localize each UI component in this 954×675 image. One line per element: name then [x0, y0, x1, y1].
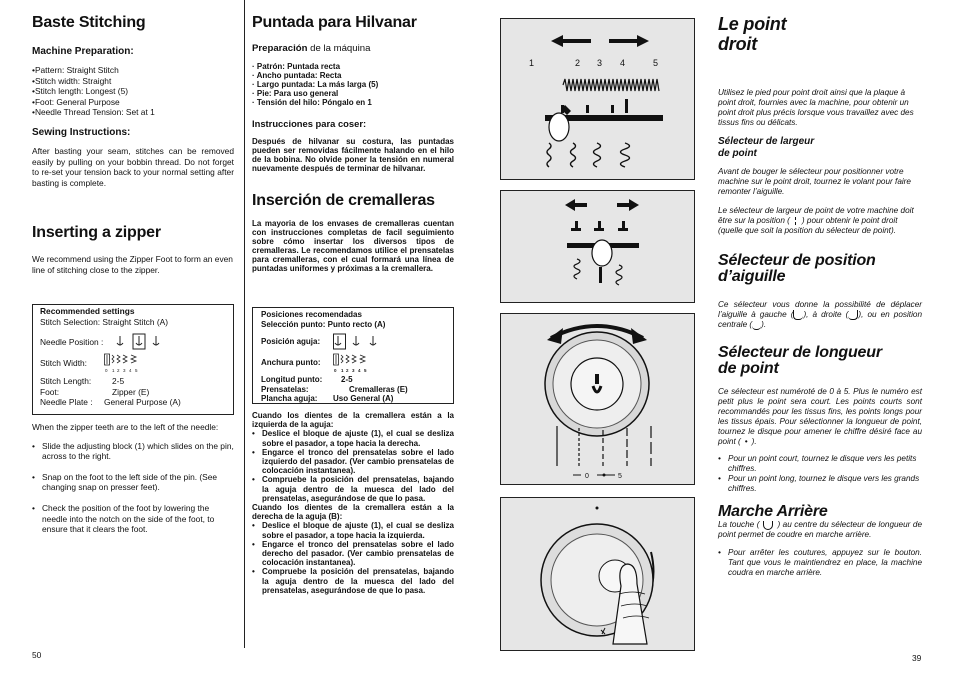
- izquierda-list: [252, 429, 454, 503]
- list-item: • Compruebe la posición del prensatelas, bajando la aguja dentro de la muesca del lado del prensatelas, asegurándose de que lo pasa.: [252, 567, 454, 595]
- preparacion-heading: Preparación de la máquina: [252, 43, 371, 54]
- length-scale-label: 5: [618, 473, 622, 480]
- needle-position-text: Ce sélecteur vous donne la possibilité de déplacer l’aiguille à gauche ( ), à droite ( ), ou en position centrale ( ).: [718, 300, 922, 330]
- needle-plate-label: Needle Plate :: [40, 397, 93, 408]
- foot-value: Zipper (E): [112, 386, 150, 397]
- derecha-list: [252, 521, 454, 595]
- stitch-selection: Stitch Selection: Straight Stitch (A): [40, 316, 169, 327]
- stitch-length-illustration: [501, 314, 694, 484]
- recommended-settings-box: [32, 304, 234, 415]
- section-title-point-droit: Le point droit: [718, 14, 787, 54]
- list-item: • Slide the adjusting block (1) which slides on the pin, across to the right.: [32, 441, 234, 462]
- seleccion-punto: Selección punto: Punto recto (A): [261, 319, 386, 329]
- width-number: 1: [529, 58, 535, 68]
- section-title-cremalleras: Inserción de cremalleras: [252, 192, 435, 209]
- length-scale-label: 0: [585, 473, 589, 480]
- column-point-droit-french: [718, 14, 922, 578]
- machine-prep-list: [32, 65, 234, 118]
- stitch-length-list: [718, 454, 922, 494]
- needle-center-icon: [752, 320, 761, 330]
- width-number: 3: [597, 58, 603, 68]
- plancha-aguja-label: Plancha aguja:: [261, 394, 318, 403]
- section-title-zipper: Inserting a zipper: [32, 224, 161, 242]
- longitud-punto-value: 2-5: [341, 375, 353, 384]
- stitch-width-label: Stitch Width:: [40, 357, 88, 368]
- list-item: • Deslice el bloque de ajuste (1), el cual se desliza sobre el pasador, a tope hacia la derecha.: [252, 429, 454, 447]
- list-item: • Needle Thread Tension: Set at 1: [32, 107, 234, 118]
- list-item: • Stitch length: Longest (5): [32, 86, 234, 97]
- posicion-aguja-label: Posición aguja:: [261, 336, 321, 346]
- derecha-heading: Cuando los dientes de la cremallera están a la derecha de la aguja (B):: [252, 503, 454, 522]
- dot-icon: •: [744, 437, 748, 447]
- stitch-width-scale-icon: [333, 353, 373, 373]
- needle-plate-value: General Purpose (A): [104, 397, 181, 408]
- prensatelas-label: Prensatelas:: [261, 384, 309, 394]
- needle-right-icon: [848, 310, 858, 320]
- width-number: 5: [653, 58, 659, 68]
- width-selector-text-1: Avant de bouger le sélecteur pour positionner votre machine sur le point droit, tournez le volant pour faire remonter l’aiguille.: [718, 167, 911, 196]
- list-item: · Patrón: Puntada recta: [252, 62, 341, 71]
- zipper-left-text: When the zipper teeth are to the left of the needle:: [32, 422, 219, 432]
- list-item: · Pie: Para uso general: [252, 89, 339, 98]
- width-selector-heading: Sélecteur de largeur de point: [718, 136, 815, 159]
- list-item: • Pour un point long, tournez le disque vers les grands chiffres.: [718, 474, 922, 494]
- section-title-reverse: Marche Arrière: [718, 503, 828, 521]
- list-item: • Pour un point court, tournez le disque vers les petits chiffres.: [718, 454, 922, 474]
- list-item: · Ancho puntada: Recta: [252, 71, 342, 80]
- page-number-right: 39: [912, 653, 922, 663]
- box-heading: Recommended settings: [40, 306, 135, 316]
- list-item: · Largo puntada: La más larga (5): [252, 80, 379, 89]
- stitch-length-text: Ce sélecteur est numéroté de 0 à 5. Plus le numéro est petit plus le point sera court. Les points courts sont recommandés pour les tissus fins, les points longs pour les tissus épais. Pour sélectionner la longueur de point, tournez le disque pour amener le chiffre désiré face au point ( • ).: [718, 387, 922, 447]
- zipper-steps-list: [32, 441, 234, 535]
- scale-label: 1: [112, 368, 115, 374]
- column-baste-english: [32, 14, 234, 276]
- reverse-list: [718, 548, 922, 578]
- stitch-length-label: Stitch Length:: [40, 376, 92, 387]
- prensatelas-value: Cremalleras (E): [349, 384, 408, 394]
- izquierda-heading: Cuando los dientes de la cremallera están a la izquierda de la aguja:: [252, 411, 454, 430]
- stitch-length-value: 2-5: [112, 376, 125, 387]
- page-divider: [244, 0, 245, 648]
- needle-left-icon: [793, 310, 803, 320]
- needle-position-illustration: [501, 191, 694, 302]
- cremalleras-intro: La mayoria de los envases de cremalleras cuentan con instrucciones completas de facil seguimiento sobre cómo insertar los diversos tipos de cremalleras. Le recomendamos utilice el prensatelas para cremalleras, con el cual formará una línea de puntadas uniformes y próximas a la cremallera.: [252, 219, 454, 273]
- width-number: 4: [620, 58, 626, 68]
- list-item: • Pour arrêter les coutures, appuyez sur le bouton. Tant que vous le maintiendrez en place, la machine coudra en marche arrière.: [718, 548, 922, 578]
- point-droit-intro: Utilisez le pied pour point droit ainsi que la plaque à point droit, fournies avec la machine, pour obtenir un point droit plus précis lorsque vous travaillez avec des tissus fins ou délicats.: [718, 88, 914, 127]
- list-item: • Check the position of the foot by lowering the needle into the notch on the side of the foot, to ensure that it clears the foot.: [32, 503, 234, 535]
- machine-prep-heading: Machine Preparation:: [32, 46, 134, 57]
- posiciones-recomendadas-box: [252, 307, 454, 404]
- box-heading: Posiciones recomendadas: [261, 310, 362, 319]
- width-number: 2: [575, 58, 581, 68]
- scale-label: 2: [346, 368, 349, 373]
- sewing-instructions-text: After basting your seam, stitches can be removed easily by pulling on your bobbin thread. Do not forget to re-set your tension back to your normal setting after basting is complete.: [32, 145, 234, 188]
- foot-label: Foot:: [40, 386, 60, 397]
- stitch-width-illustration: [501, 19, 694, 179]
- needle-position-icons: [333, 333, 381, 351]
- list-item: • Foot: General Purpose: [32, 97, 234, 108]
- scale-label: 0: [105, 368, 108, 374]
- reverse-u-icon: [763, 521, 773, 530]
- section-title-needle-position: Sélecteur de position d’aiguille: [718, 252, 876, 285]
- list-item: • Snap on the foot to the left side of the pin. (See changing snap on presser feet).: [32, 472, 234, 493]
- list-item: • Pattern: Straight Stitch: [32, 65, 234, 76]
- straight-stitch-icon: [795, 217, 797, 225]
- needle-position-icons: [116, 333, 164, 351]
- instrucciones-heading: Instrucciones para coser:: [252, 118, 367, 129]
- column-baste-spanish: [252, 14, 454, 273]
- list-item: • Engarce el tronco del prensatelas sobre el lado derecho del pasador. (Ver cambio prensatelas de colocación instantanea).: [252, 540, 454, 568]
- figure-reverse-button: [500, 497, 695, 651]
- list-item: • Stitch width: Straight: [32, 76, 234, 87]
- cremalleras-steps: [252, 411, 454, 595]
- list-item: • Engarce el tronco del prensatelas sobre el lado izquierdo del pasador. (Ver cambio prensatelas de colocación instantanea).: [252, 448, 454, 476]
- scale-label: 1: [341, 368, 344, 373]
- plancha-aguja-value: Uso General (A): [333, 394, 394, 403]
- section-title-baste: Baste Stitching: [32, 14, 146, 31]
- scale-label: 4: [358, 368, 361, 373]
- scale-label: 0: [334, 368, 337, 373]
- scale-label: 4: [129, 368, 132, 374]
- section-title-stitch-length: Sélecteur de longueur de point: [718, 344, 882, 378]
- scale-label: 5: [135, 368, 138, 374]
- reverse-button-illustration: [501, 498, 694, 650]
- instrucciones-text: Después de hilvanar su costura, las puntadas pueden ser removidas fácilmente halando en el hilo de la bobina. No olvide poner la tensión en numeral nuevamente después de terminar de hilvanar.: [252, 137, 454, 173]
- figure-stitch-width-selector: [500, 18, 695, 180]
- sewing-instructions-heading: Sewing Instructions:: [32, 126, 131, 138]
- scale-label: 5: [364, 368, 367, 373]
- figure-stitch-length-dial: [500, 313, 695, 485]
- list-item: · Tensión del hilo: Póngalo en 1: [252, 98, 372, 107]
- zipper-intro-text: We recommend using the Zipper Foot to form an even line of stitching close to the zipper.: [32, 254, 233, 275]
- stitch-width-scale-icon: [104, 353, 144, 373]
- zipper-steps: [32, 422, 234, 535]
- anchura-punto-label: Anchura punto:: [261, 357, 321, 367]
- scale-label: 3: [123, 368, 126, 374]
- scale-label: 3: [352, 368, 355, 373]
- reverse-text: La touche ( ) au centre du sélecteur de longueur de point permet de coudre en marche arrière.: [718, 520, 922, 540]
- list-item: • Deslice el bloque de ajuste (1), el cual se desliza sobre el pasador, a tope hacia la izquierda.: [252, 521, 454, 539]
- preparacion-list: [252, 62, 454, 107]
- width-selector-text-2: Le sélecteur de largeur de point de votre machine doit être sur la position ( ) pour obtenir le point droit (quelle que soit la position du sélecteur de point).: [718, 206, 914, 235]
- figure-needle-position: [500, 190, 695, 303]
- scale-label: 2: [117, 368, 120, 374]
- needle-position-label: Needle Position :: [40, 336, 104, 347]
- list-item: • Compruebe la posición del prensatelas, bajando la aguja dentro de la muesca del lado del prensatelas, asegurándose de que lo pasa.: [252, 475, 454, 503]
- longitud-punto-label: Longitud punto:: [261, 375, 323, 384]
- section-title-hilvanar: Puntada para Hilvanar: [252, 14, 417, 31]
- page-number-left: 50: [32, 650, 42, 660]
